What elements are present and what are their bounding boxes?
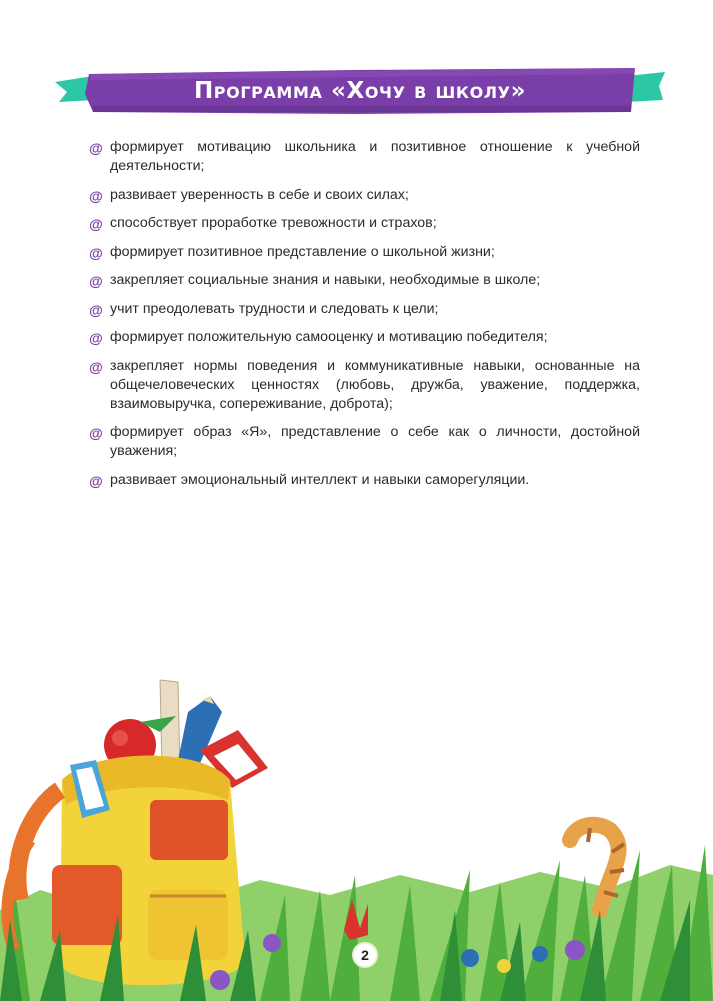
at-sign-icon: @ [89,244,103,261]
list-item [88,214,640,233]
at-sign-icon: @ [89,472,103,489]
at-sign-icon: @ [89,273,103,289]
list-item [88,186,640,205]
at-sign-icon: @ [89,358,103,375]
list-item-text: закрепляет социальные знания и навыки, необходимые в школе; [110,272,541,288]
features-list [88,138,640,499]
at-sign-icon: @ [89,330,103,346]
list-item-text: закрепляет нормы поведения и коммуникативные навыки, основанные на общечеловеческих ценностях (любовь, дружба, уважение, поддержка, взаимовыручка, сопереживание, доброта); [110,357,640,412]
list-item [88,328,640,347]
at-sign-icon: @ [89,187,103,204]
list-item-text: развивает эмоциональный интеллект и навыки саморегуляции. [110,471,530,488]
list-item [88,271,640,290]
list-item [88,423,640,461]
list-item [88,300,640,319]
list-item [88,243,640,262]
list-item [88,357,640,414]
list-item [88,138,640,176]
list-item [88,471,640,490]
at-sign-icon: @ [89,425,103,441]
list-item-text: способствует проработке тревожности и страхов; [110,215,437,231]
list-item-text: формирует положительную самооценку и мотивацию победителя; [110,329,548,345]
list-item-text: формирует позитивное представление о школьной жизни; [110,243,495,260]
at-sign-icon: @ [89,140,103,156]
list-item-text: учит преодолевать трудности и следовать к цели; [110,300,439,317]
page-number: 2 [354,944,376,966]
list-item-text: развивает уверенность в себе и своих силах; [110,186,409,203]
list-item-text: формирует мотивацию школьника и позитивное отношение к учебной деятельности; [110,139,640,174]
list-item-text: формирует образ «Я», представление о себе как о личности, достойной уважения; [110,424,640,459]
page-title: Программа «Хочу в школу» [193,78,527,104]
at-sign-icon: @ [89,216,103,232]
at-sign-icon: @ [89,301,103,318]
title-banner [55,66,665,116]
